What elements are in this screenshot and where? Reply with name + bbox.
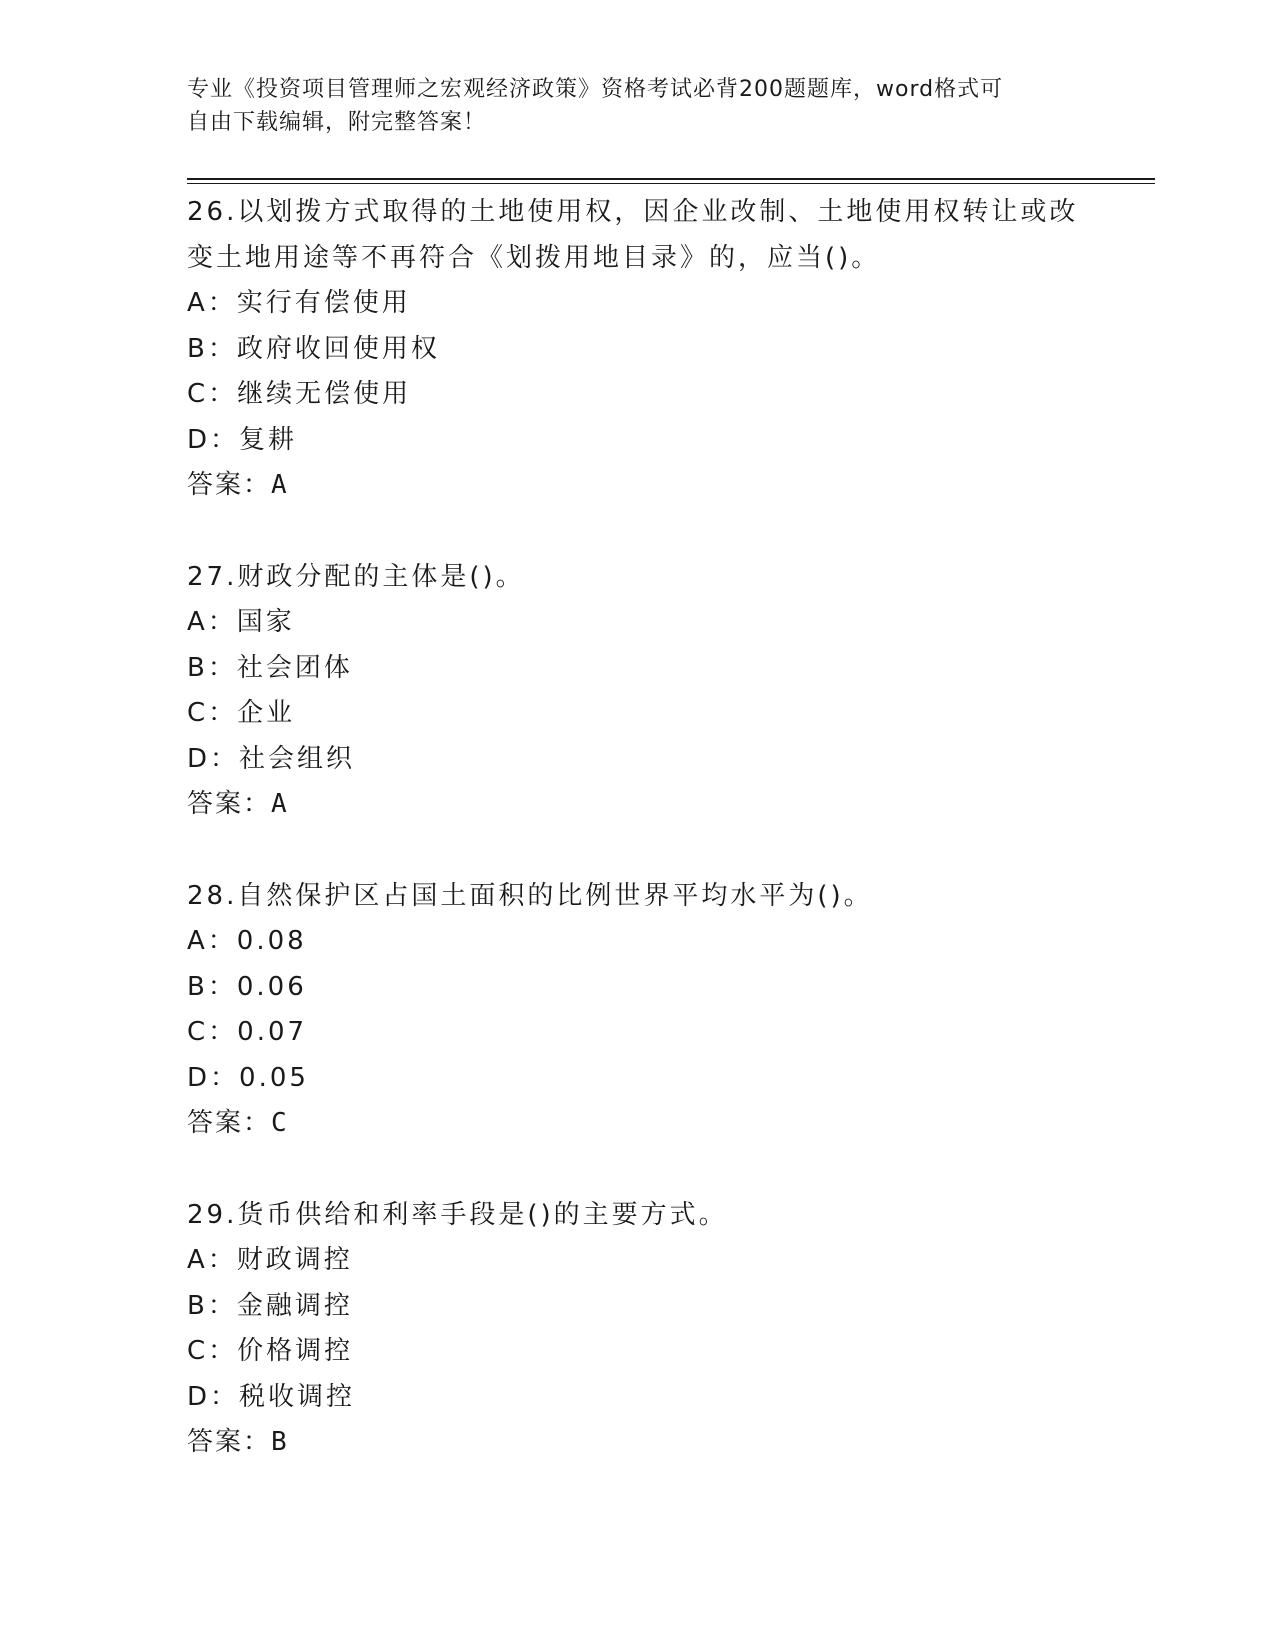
option-text: 社会组织: [239, 743, 356, 774]
option-text: 国家: [236, 607, 295, 637]
option-text: 财政调控: [236, 1245, 353, 1275]
option-text: 0.05: [239, 1062, 309, 1093]
option-key: D：: [187, 1062, 240, 1093]
option-key: C：: [187, 1336, 238, 1366]
option-text: 实行有偿使用: [236, 288, 411, 318]
question-stem-line-1: 28.自然保护区占国土面积的比例世界平均水平为()。: [187, 880, 873, 911]
header-divider-thin: [187, 183, 1155, 184]
answer-line: [187, 463, 1147, 509]
question-list: [187, 190, 1147, 1512]
header-title-line-2: 自由下载编辑，附完整答案！: [187, 110, 487, 135]
option-text: 0.08: [236, 926, 307, 956]
answer-label: 答案：: [187, 789, 272, 819]
answer-line: [187, 1101, 1147, 1147]
option-text: 税收调控: [239, 1381, 356, 1412]
option-key: A：: [187, 926, 237, 956]
question-stem-line-1: 26.以划拨方式取得的土地使用权，因企业改制、土地使用权转让或改: [187, 197, 1079, 227]
option-d: [187, 1375, 1147, 1421]
answer-value: C: [271, 1108, 289, 1138]
answer-label: 答案：: [187, 470, 272, 500]
option-text: 0.07: [237, 1017, 308, 1047]
option-key: C：: [187, 379, 238, 409]
option-a: [187, 600, 1147, 646]
question-28: [187, 874, 1147, 1147]
option-key: B：: [187, 333, 237, 364]
answer-value: A: [271, 470, 289, 500]
option-key: C：: [187, 1017, 238, 1047]
option-text: 金融调控: [236, 1290, 353, 1321]
option-a: [187, 919, 1147, 965]
option-b: [187, 965, 1147, 1011]
option-text: 0.06: [236, 971, 307, 1002]
option-c: [187, 1329, 1147, 1375]
option-text: 价格调控: [237, 1336, 354, 1366]
option-text: 企业: [237, 698, 296, 728]
header-title-line-1: 专业《投资项目管理师之宏观经济政策》资格考试必背200题题库，word格式可: [187, 77, 1004, 102]
answer-line: [187, 1420, 1147, 1466]
option-text: 复耕: [239, 424, 298, 455]
option-d: [187, 418, 1147, 464]
answer-value: A: [271, 789, 289, 819]
option-c: [187, 691, 1147, 737]
header-divider-thick: [187, 178, 1155, 180]
question-stem-line-2: 变土地用途等不再符合《划拨用地目录》的，应当()。: [187, 242, 881, 273]
document-header: [187, 73, 1067, 139]
option-key: D：: [187, 424, 240, 455]
question-27: [187, 555, 1147, 828]
option-key: C：: [187, 698, 238, 728]
option-key: D：: [187, 1381, 240, 1412]
answer-label: 答案：: [187, 1427, 272, 1457]
option-key: B：: [187, 971, 237, 1002]
answer-line: [187, 782, 1147, 828]
option-c: [187, 372, 1147, 418]
option-text: 社会团体: [236, 652, 353, 683]
option-key: B：: [187, 652, 237, 683]
option-text: 政府收回使用权: [236, 333, 440, 364]
question-stem-line-1: 29.货币供给和利率手段是()的主要方式。: [187, 1199, 728, 1230]
option-c: [187, 1010, 1147, 1056]
question-stem-line-1: 27.财政分配的主体是()。: [187, 561, 525, 592]
answer-value: B: [271, 1427, 289, 1457]
option-b: [187, 1284, 1147, 1330]
question-29: [187, 1193, 1147, 1466]
option-b: [187, 327, 1147, 373]
option-text: 继续无偿使用: [237, 379, 412, 409]
option-key: A：: [187, 607, 237, 637]
answer-label: 答案：: [187, 1108, 272, 1138]
option-a: [187, 1238, 1147, 1284]
option-key: A：: [187, 1245, 237, 1275]
option-key: A：: [187, 288, 237, 318]
option-key: B：: [187, 1290, 237, 1321]
option-d: [187, 1056, 1147, 1102]
option-key: D：: [187, 743, 240, 774]
option-a: [187, 281, 1147, 327]
question-26: [187, 190, 1147, 509]
option-b: [187, 646, 1147, 692]
option-d: [187, 737, 1147, 783]
